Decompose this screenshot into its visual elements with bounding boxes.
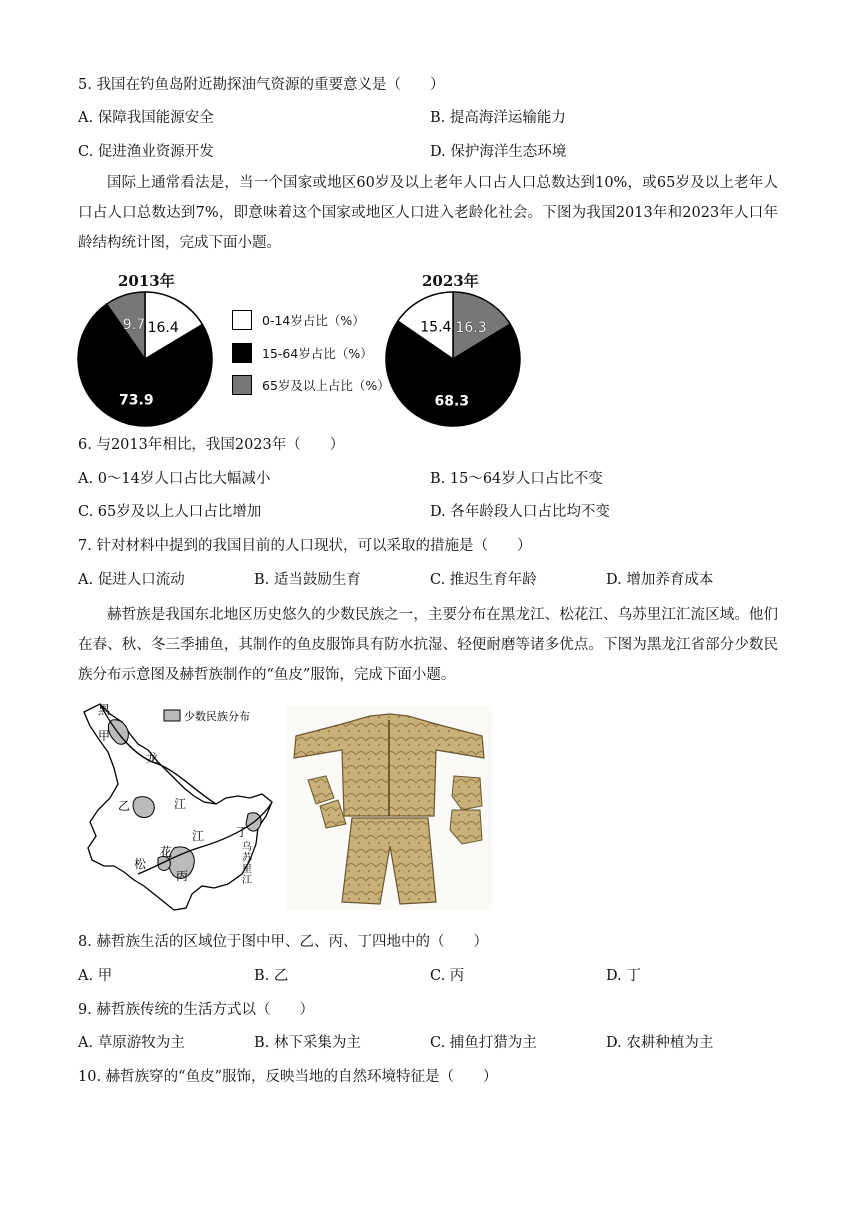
q6-option-b: B. 15～64岁人口占比不变: [430, 471, 603, 487]
q7-option-b: B. 适当鼓励生育: [254, 572, 361, 588]
q9-option-a: A. 草原游牧为主: [78, 1035, 185, 1051]
q5-option-d: D. 保护海洋生态环境: [430, 144, 567, 160]
pie-2013年-label-15-64: 73.9: [119, 392, 154, 409]
q8-option-c: C. 丙: [430, 968, 465, 984]
legend-0-14: [232, 310, 365, 330]
legend-label-15-64: 15-64岁占比（%）: [262, 346, 373, 361]
question-5-stem: 5. 我国在钓鱼岛附近勘探油气资源的重要意义是（ ）: [78, 77, 445, 93]
question-9-stem: 9. 赫哲族传统的生活方式以（ ）: [78, 1002, 314, 1018]
passage-hezhe: 赫哲族是我国东北地区历史悠久的少数民族之一，主要分布在黑龙江、松花江、乌苏里江汇流区域。他们在春、秋、冬三季捕鱼，其制作的鱼皮服饰具有防水抗湿、轻便耐磨等诸多优点。下图为黑龙江省部分少数民族分布示意图及赫哲族制作的“鱼皮”服饰，完成下面小题。: [78, 607, 778, 683]
legend-swatch-black: [232, 343, 252, 363]
passage-aging: 国际上通常看法是，当一个国家或地区60岁及以上老年人口占人口总数达到10%，或65岁及以上老年人口占人口总数达到7%，即意味着这个国家或地区人口进入老龄化社会。下图为我国2013年和2023年人口年龄结构统计图，完成下面小题。: [78, 175, 778, 251]
pie-chart-2013: [76, 290, 214, 428]
q5-option-a: A. 保障我国能源安全: [78, 110, 214, 126]
question-8-stem: 8. 赫哲族生活的区域位于图中甲、乙、丙、丁四地中的（ ）: [78, 934, 488, 950]
pie-2023-title: 2023年: [422, 272, 479, 290]
pie-2023年-label-0-14: 15.4: [420, 319, 452, 336]
map-label-wusuli-3: 里: [242, 864, 252, 875]
map-legend-label: 少数民族分布: [184, 710, 250, 723]
pie-chart-2023: [384, 290, 522, 428]
pie-2023年-label-15-64: 68.3: [434, 393, 470, 410]
map-label-song: 松: [134, 857, 147, 871]
q8-option-d: D. 丁: [606, 968, 641, 984]
legend-label-65plus: 65岁及以上占比（%）: [262, 378, 390, 393]
q5-option-c: C. 促进渔业资源开发: [78, 144, 214, 160]
map-label-jiang2: 江: [192, 829, 205, 843]
pie-2023年-label-65plus: 16.3: [455, 319, 487, 336]
q9-option-b: B. 林下采集为主: [254, 1035, 361, 1051]
q6-option-d: D. 各年龄段人口占比均不变: [430, 504, 610, 520]
q9-option-d: D. 农耕种植为主: [606, 1035, 714, 1051]
q8-option-a: A. 甲: [78, 968, 113, 984]
question-10-stem: 10. 赫哲族穿的“鱼皮”服饰，反映当地的自然环境特征是（ ）: [78, 1069, 498, 1085]
q6-option-c: C. 65岁及以上人口占比增加: [78, 504, 262, 520]
legend-15-64: [232, 343, 373, 363]
q5-option-b: B. 提高海洋运输能力: [430, 110, 566, 126]
map-label-wusuli-2: 苏: [242, 853, 252, 864]
q9-option-c: C. 捕鱼打猎为主: [430, 1035, 537, 1051]
map-label-wusuli-4: 江: [242, 875, 252, 886]
heilongjiang-map: [78, 698, 278, 920]
legend-65plus: [232, 375, 390, 395]
fish-skin-clothing-image: [286, 706, 492, 910]
q7-option-a: A. 促进人口流动: [78, 572, 185, 588]
map-label-yi: 乙: [118, 799, 131, 813]
map-label-long: 龙: [146, 751, 159, 765]
map-label-jiang1: 江: [174, 797, 187, 811]
q6-option-a: A. 0～14岁人口占比大幅减小: [78, 471, 271, 487]
map-label-ding: 丁: [236, 825, 249, 839]
q7-option-d: D. 增加养育成本: [606, 572, 714, 588]
map-label-hei: 黑: [98, 703, 111, 717]
question-7-stem: 7. 针对材料中提到的我国目前的人口现状，可以采取的措施是（ ）: [78, 538, 532, 554]
map-label-wusuli-1: 乌: [242, 842, 252, 853]
map-label-jia: 甲: [98, 729, 111, 743]
q7-option-c: C. 推迟生育年龄: [430, 572, 537, 588]
map-label-hua: 花: [160, 845, 173, 859]
legend-swatch-gray: [232, 375, 252, 395]
pie-2013-title: 2013年: [118, 272, 175, 290]
pie-2013年-label-65plus: 9.7: [122, 316, 146, 333]
map-legend-swatch: [164, 710, 180, 721]
legend-swatch-white: [232, 310, 252, 330]
region-yi: [133, 797, 154, 818]
pie-2013年-label-0-14: 16.4: [147, 319, 179, 336]
question-6-stem: 6. 与2013年相比，我国2023年（ ）: [78, 437, 345, 453]
legend-label-0-14: 0-14岁占比（%）: [262, 313, 365, 328]
q8-option-b: B. 乙: [254, 968, 289, 984]
map-label-bing: 丙: [176, 869, 189, 883]
